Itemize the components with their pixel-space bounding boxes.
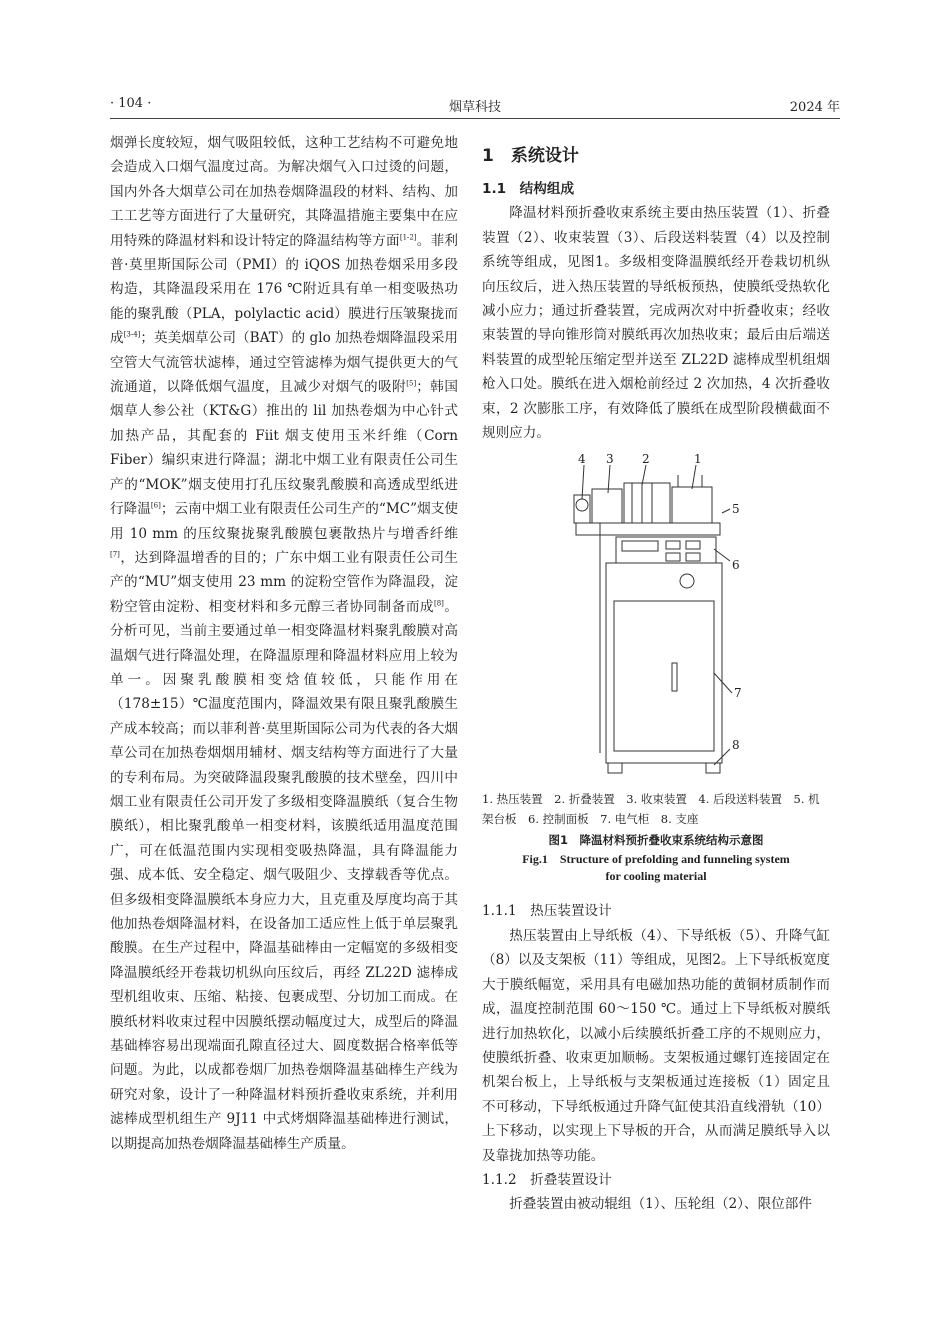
label-3: 3	[606, 453, 614, 467]
folding-device-shape	[624, 483, 670, 523]
section-1-1-1-heading: 1.1.1 热压装置设计	[482, 903, 612, 920]
hot-press-paragraph: 热压装置由上导纸板（4）、下导纸板（5）、升降气缸（8）以及支架板（11）等组成，见图2。上下导纸板宽度大于膜纸幅宽，采用具有电磁加热功能的黄铜材质制作而成，温度控制范围 60～150 ℃。通过上下导纸板对膜纸进行加热软化，以减小后续膜纸折叠工序的不规则应力，使膜纸折叠、收束更加顺畅。支架板通过螺钉连接固定在机架台板上，上导纸板与支架板通过连接板（1）固定且不可移动，下导纸板通过升降气缸使其沿直线滑轨（10）上下移动，以实现上下导板的开合，从而满足膜纸导入以及靠拢加热等功能。	[482, 927, 830, 1164]
journal-year: 2024 年	[789, 100, 840, 115]
label-2: 2	[642, 453, 650, 467]
label-7: 7	[734, 686, 742, 701]
forming-wheel-shape	[576, 499, 588, 511]
ref-1-2: [1-2]	[399, 233, 417, 242]
ref-3-4: [3-4]	[123, 330, 141, 339]
figure-1-caption-cn: 图1 降温材料预折叠收束系统结构示意图	[548, 833, 764, 848]
figure-1-legend: 1. 热压装置 2. 折叠装置 3. 收束装置 4. 后段送料装置 5. 机架台板 6. 控制面板 7. 电气柜 8. 支座	[482, 792, 820, 827]
ref-8: [8]	[434, 599, 444, 608]
label-6: 6	[732, 558, 740, 573]
page-number: · 104 ·	[110, 96, 152, 111]
intro-paragraph: 烟弹长度较短，烟气吸阻较低，这种工艺结构不可避免地会造成入口烟气温度过高。为解决烟气入口过烫的问题，国内外各大烟草公司在加热卷烟降温段的材料、结构、加工工艺等方面进行了大量研究，其降温措施主要集中在应用特殊的降温材料和设计特定的降温结构等方面[1-2]。菲利普·莫里斯国际公司（PMI）的 iQOS 加热卷烟采用多段构造，其降温段采用在 176 ℃附近具有单一相变吸热功能的聚乳酸（PLA，polylactic acid）膜进行压皱聚拢而成[3-4]；英美烟草公司（BAT）的 glo 加热卷烟降温段采用空管大气流管状滤棒，通过空管滤棒为烟气提供更大的气流通道，以降低烟气温度，且减少对烟气的吸附[5]；韩国烟草人参公社（KT&G）推出的 lil 加热卷烟为中心针式加热产品，其配套的 Fiit 烟支使用玉米纤维（Corn Fiber）编织束进行降温；湖北中烟工业有限责任公司生产的“MOK”烟支使用打孔压纹聚乳酸膜和高透成型纸进行降温[6]；云南中烟工业有限责任公司生产的“MC”烟支使用 10 mm 的压纹聚拢聚乳酸膜包裹散热片与增香纤维[7]，达到降温增香的目的；广东中烟工业有限责任公司生产的“MU”烟支使用 23 mm 的淀粉空管作为降温段，淀粉空管由淀粉、相变材料和多元醇三者协同制备而成[8]。分析可见，当前主要通过单一相变降温材料聚乳酸膜对高温烟气进行降温处理，在降温原理和降温材料应用上较为单一。因聚乳酸膜相变焓值较低，只能作用在（178±15）℃温度范围内，降温效果有限且聚乳酸膜生产成本较高；而以菲利普·莫里斯国际公司为代表的各大烟草公司在加热卷烟烟用辅材、烟支结构等方面进行了大量的专利布局。为突破降温段聚乳酸膜的技术壁垒，四川中烟工业有限责任公司开发了多级相变降温膜纸（复合生物膜纸），相比聚乳酸单一相变材料，该膜纸适用温度范围广，可在低温范围内实现相变吸热降温，具有降温能力强、成本低、安全稳定、烟气吸阻少、支撑载香等优点。但多级相变降温膜纸本身应力大，且克重及厚度均高于其他加热卷烟降温材料，在设备加工适应性上低于单层聚乳酸膜。在生产过程中，降温基础棒由一定幅宽的多级相变降温膜纸经开卷栽切机纵向压纹后，再经 ZL22D 滤棒成型机组收束、压缩、粘接、包裹成型、分切加工而成。在膜纸材料收束过程中因膜纸摆动幅度过大，成型后的降温基础棒容易出现端面孔隙直径过大、圆度数据合格率低等问题。为此，以成都卷烟厂加热卷烟降温基础棒生产线为研究对象，设计了一种降温材料预折叠收束系统，并利用滤棒成型机组生产 9J11 中式烤烟降温基础棒进行测试，以期提高加热卷烟降温基础棒生产质量。	[110, 135, 459, 1152]
journal-name: 烟草科技	[448, 100, 501, 115]
electric-cabinet-shape	[606, 563, 722, 763]
machine-diagram	[482, 453, 830, 783]
left-column	[110, 131, 458, 1156]
folding-paragraph: 折叠装置由被动辊组（1）、压轮组（2）、限位部件	[509, 1196, 812, 1213]
table-plate-shape	[576, 523, 720, 535]
foot-right-shape	[706, 763, 720, 773]
label-8: 8	[732, 738, 740, 753]
section-1-heading: 1 系统设计	[482, 146, 579, 166]
foot-left-shape	[608, 763, 622, 773]
structure-paragraph: 降温材料预折叠收束系统主要由热压装置（1）、折叠装置（2）、收束装置（3）、后段送料装置（4）以及控制系统等组成，见图1。多级相变降温膜纸经开卷栽切机纵向压纹后，进入热压装置的导纸板预热，使膜纸受热软化减小应力；通过折叠装置，完成两次对中折叠收束；经收束装置的导向锥形筒对膜纸再次加热收束；最后由后端送料装置的成型轮压缩定型并送至 ZL22D 滤棒成型机组烟枪入口处。膜纸在进入烟枪前经过 2 次加热，4 次折叠收束，2 次膨胀工序，有效降低了膜纸在成型阶段横截面不规则应力。	[482, 205, 830, 442]
ref-6: [6]	[150, 501, 161, 510]
ref-7: [7]	[110, 550, 120, 559]
figure-1	[482, 453, 830, 783]
section-1-1-heading: 1.1 结构组成	[482, 181, 575, 197]
cabinet-door-shape	[614, 601, 714, 751]
funnel-device-shape	[592, 489, 622, 523]
figure-1-caption-en: Fig.1 Structure of prefolding and funneling system for cooling material	[522, 852, 790, 884]
running-header	[110, 92, 840, 116]
header-rule	[110, 118, 840, 119]
label-4: 4	[578, 453, 586, 467]
hot-press-device-shape	[672, 487, 712, 523]
label-5: 5	[732, 502, 740, 517]
ref-5: [5]	[406, 379, 417, 388]
right-column	[482, 131, 830, 1217]
section-1-1-2-heading: 1.1.2 折叠装置设计	[482, 1171, 612, 1188]
label-1: 1	[694, 453, 702, 467]
